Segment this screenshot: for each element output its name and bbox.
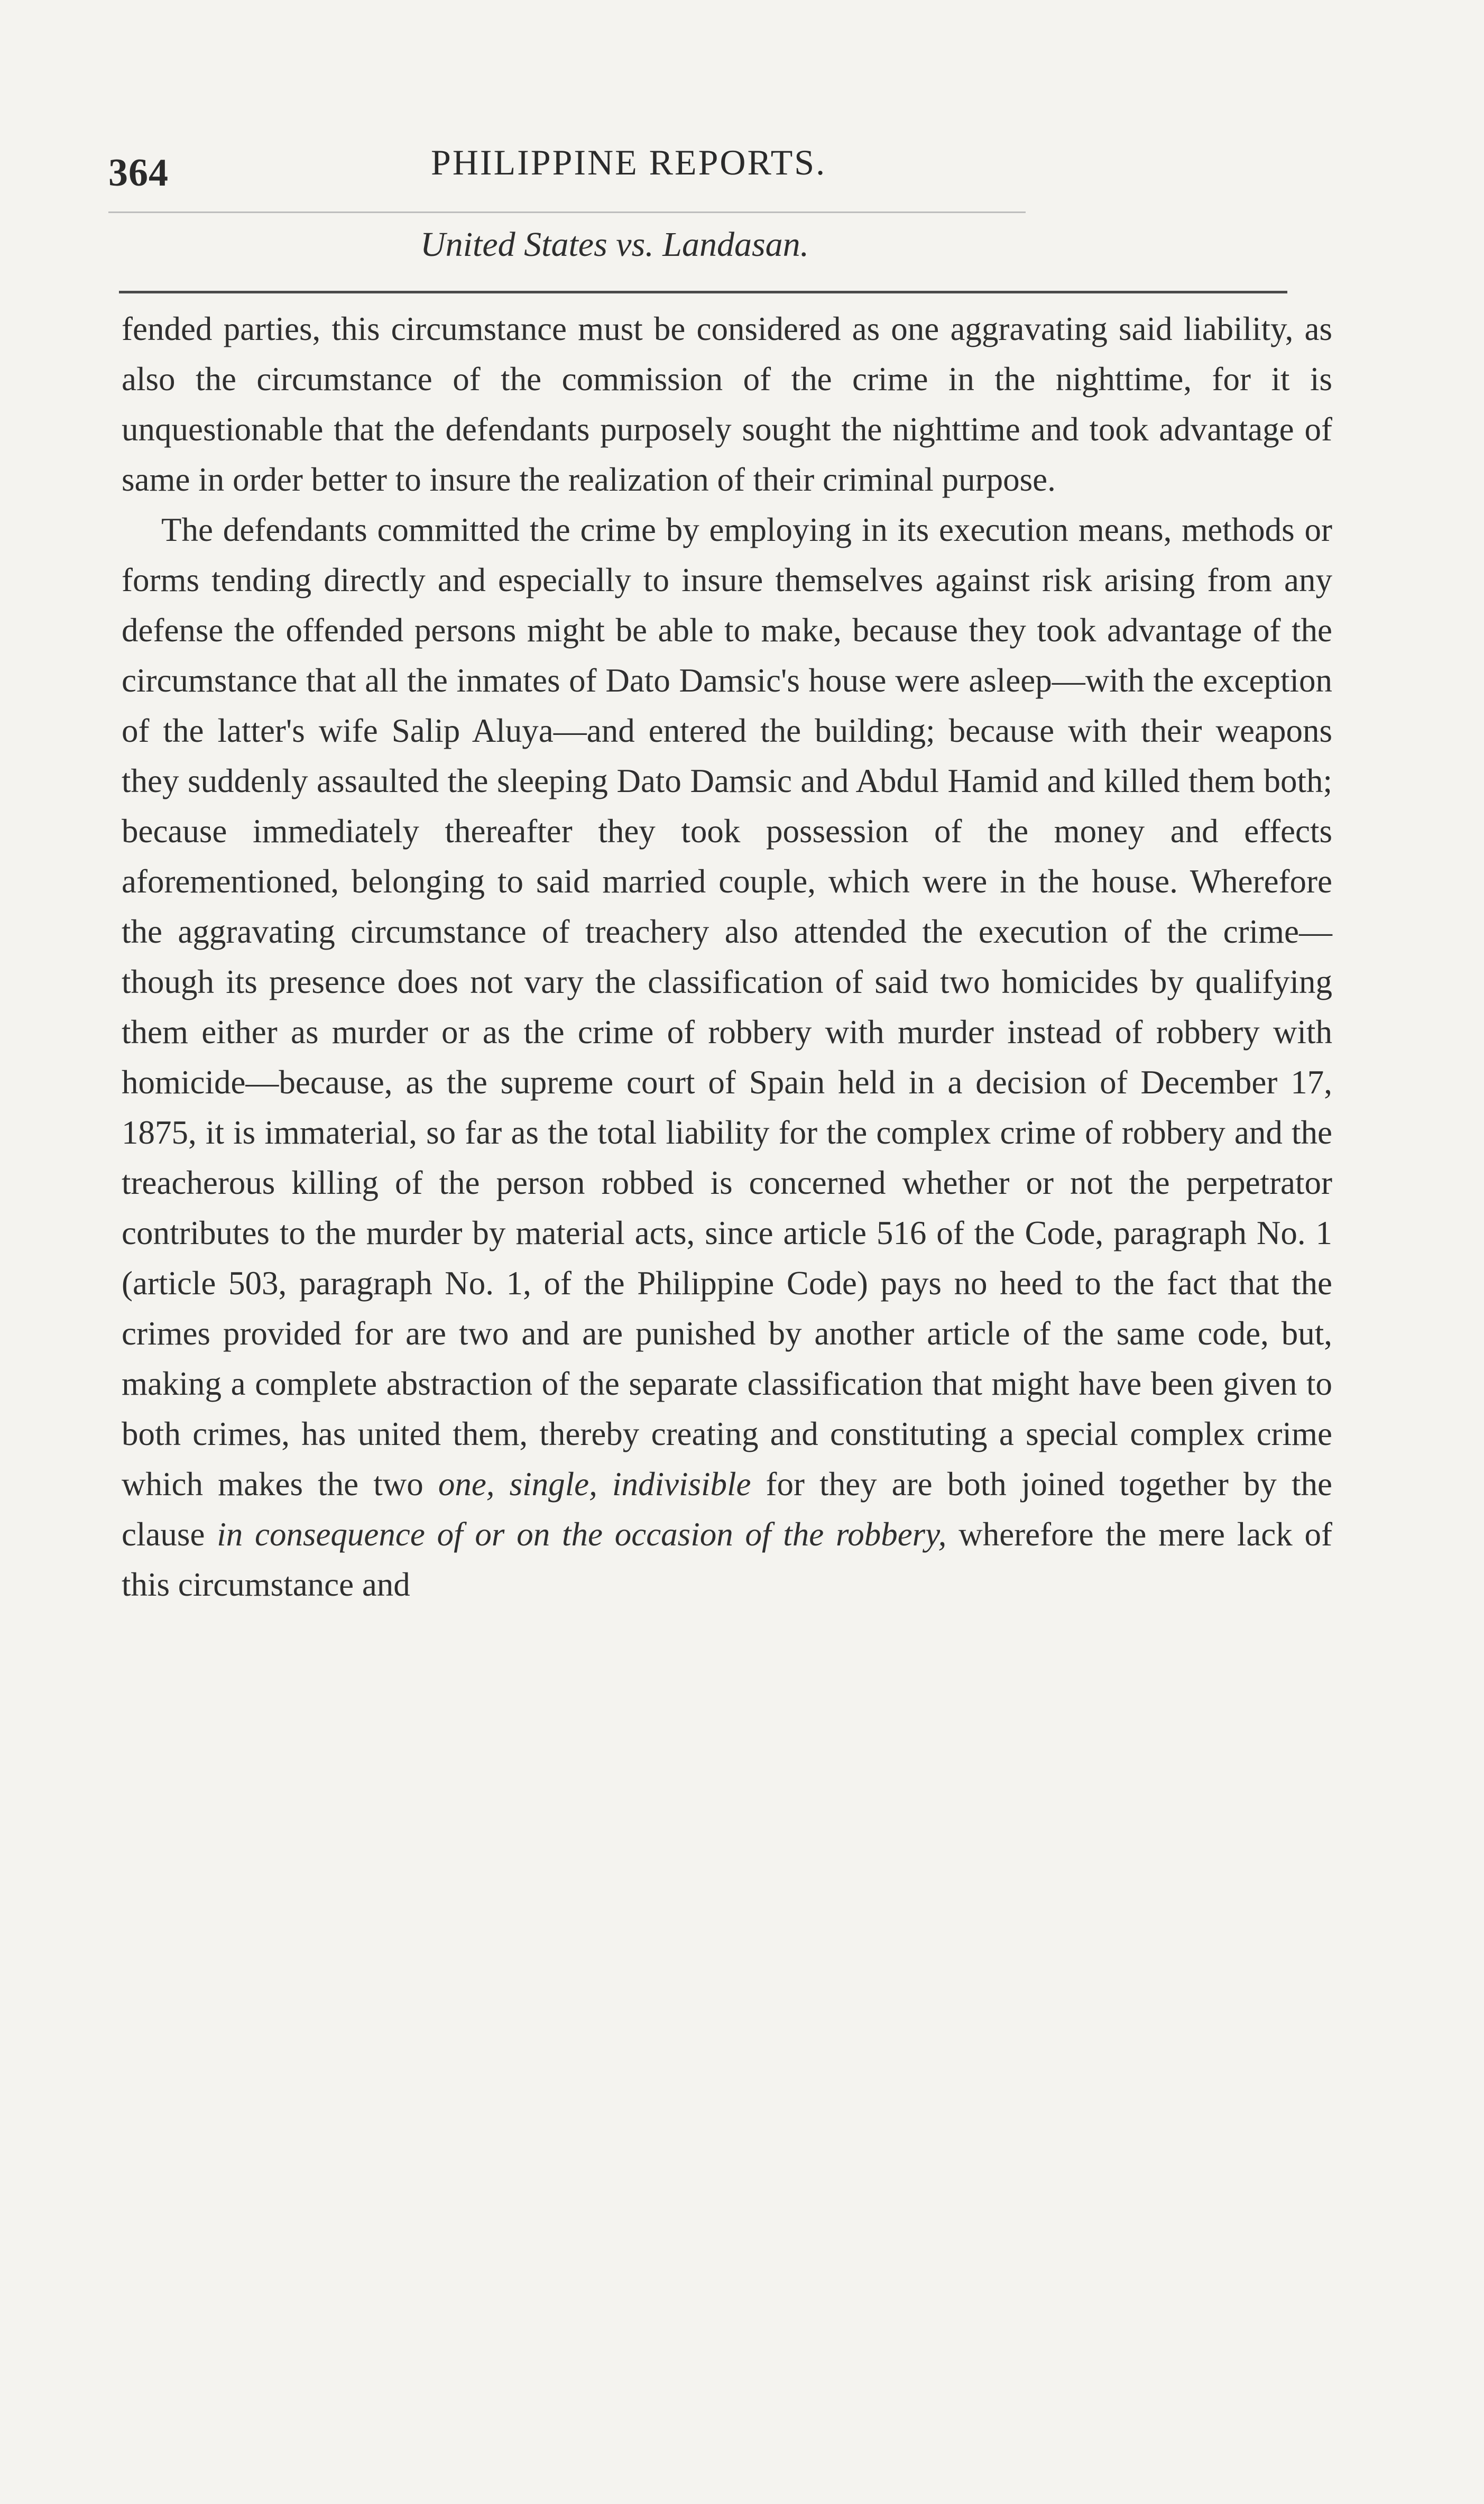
paragraph-1: fended parties, this circumstance must be considered as one aggravating said liability, as also the circumstance of the commission of the crime in the nighttime, for it is unquestionable that the defendants purposely sought the nighttime and took advantage of same in order better to insure the realization of their criminal purpose. [122,310,1332,498]
header-rule [108,211,1026,213]
page-number: 364 [108,151,169,195]
body-text [122,304,1332,1610]
running-title: PHILIPPINE REPORTS. [431,142,827,182]
header-divider [119,291,1287,293]
paragraph-2-text-a: The defendants committed the crime by employing in its execution means, methods or forms tending directly and especially to insure themselves against risk arising from any defense the offended persons might be able to make, because they took advantage of the circumstance that all the inmates of Dato Damsic's house were asleep—with the exception of the latter's wife Salip Aluya—and entered the building; because with their weapons they suddenly assaulted the sleeping Dato Damsic and Abdul Hamid and killed them both; because immediately thereafter they took possession of the money and effects aforementioned, belonging to said married couple, which were in the house. Wherefore the aggravating circumstance of treachery also attended the execution of the crime—though its presence does not vary the classification of said two homicides by qualifying them either as murder or as the crime of robbery with murder instead of robbery with homicide—because, as the supreme court of Spain held in a decision of December 17, 1875, it is immaterial, so far as the total liability for the complex crime of robbery and the treacherous killing of the person robbed is concerned whether or not the perpetrator contributes to the murder by material acts, since article 516 of the Code, paragraph No. 1 (article 503, paragraph No. 1, of the Philippine Code) pays no heed to the fact that the crimes provided for are two and are punished by another article of the same code, but, making a complete abstraction of the separate classification that might have been given to both crimes, has united them, thereby creating and constituting a special complex crime which makes the two [122,511,1332,1503]
paragraph-2-text-c: wherefore the mere lack of this circumstance and [122,1516,1332,1603]
case-title: United States vs. Landasan. [420,225,809,264]
paragraph-2 [122,505,1332,1610]
italic-phrase-2: in consequence of or on the occasion of the robbery, [217,1516,947,1553]
paragraph-2-text-b: for they are both joined together by the clause [122,1466,1332,1553]
italic-phrase-1: one, single, indivisible [438,1466,751,1503]
